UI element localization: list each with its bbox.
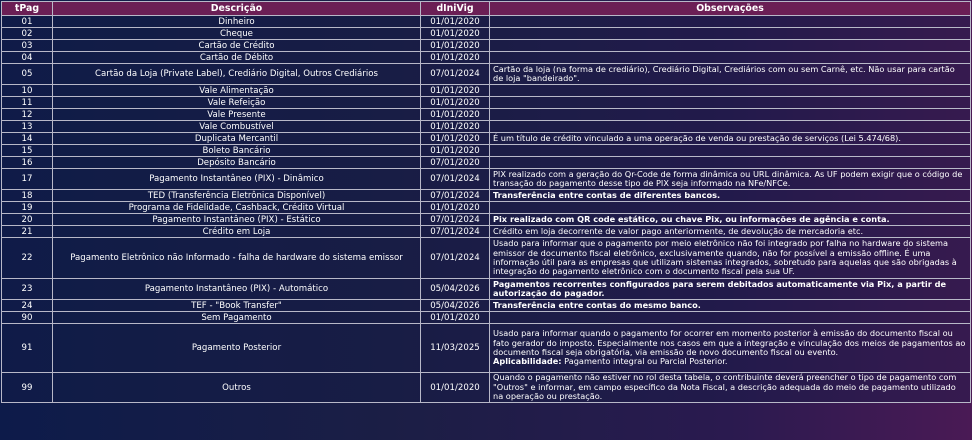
cell-observation [490, 324, 971, 373]
observation-text: Usado para informar quando o pagamento for ocorrer em momento posterior à emissão do documento fiscal ou fato gerador do imposto. Especialmente nos casos em que a integração e vinculação dos meios de pagamentos ao documento fiscal seja obrigatória, via emissão de novo documento fiscal ou evento. [493, 328, 966, 357]
cell-code: 23 [2, 279, 53, 300]
cell-date: 07/01/2024 [421, 214, 490, 226]
cell-date: 05/04/2026 [421, 300, 490, 312]
cell-code: 12 [2, 109, 53, 121]
cell-observation: Crédito em loja decorrente de valor pago anteriormente, de devolução de mercadoria etc. [490, 226, 971, 238]
applicability-text: Pagamento integral ou Parcial Posterior. [561, 356, 728, 367]
cell-code: 24 [2, 300, 53, 312]
table-row [2, 16, 971, 28]
cell-code: 02 [2, 28, 53, 40]
cell-observation [490, 52, 971, 64]
cell-description: Boleto Bancário [53, 145, 421, 157]
cell-description: Duplicata Mercantil [53, 133, 421, 145]
cell-description: Pagamento Posterior [53, 324, 421, 373]
cell-code: 13 [2, 121, 53, 133]
cell-code: 16 [2, 157, 53, 169]
cell-observation: Pagamentos recorrentes configurados para serem debitados automaticamente via Pix, a partir de autorização do pagador. [490, 279, 971, 300]
cell-description: Pagamento Instantâneo (PIX) - Estático [53, 214, 421, 226]
cell-date: 07/01/2024 [421, 226, 490, 238]
cell-observation: É um título de crédito vinculado a uma operação de venda ou prestação de serviços (Lei 5.474/68). [490, 133, 971, 145]
cell-observation: PIX realizado com a geração do Qr-Code de forma dinâmica ou URL dinâmica. As UF podem exigir que o código de transação do pagamento desse tipo de PIX seja informado na NFe/NFCe. [490, 169, 971, 190]
cell-date: 07/01/2020 [421, 157, 490, 169]
cell-observation [490, 121, 971, 133]
cell-date: 01/01/2020 [421, 16, 490, 28]
cell-date: 01/01/2020 [421, 109, 490, 121]
cell-observation [490, 145, 971, 157]
cell-code: 20 [2, 214, 53, 226]
table-row [2, 157, 971, 169]
cell-date: 01/01/2020 [421, 145, 490, 157]
table-row [2, 312, 971, 324]
table-row [2, 324, 971, 373]
cell-description: Vale Presente [53, 109, 421, 121]
table-row [2, 145, 971, 157]
cell-date: 01/01/2020 [421, 121, 490, 133]
cell-observation [490, 85, 971, 97]
payment-types-table [1, 1, 971, 403]
cell-date: 01/01/2020 [421, 28, 490, 40]
cell-observation: Transferência entre contas de diferentes bancos. [490, 190, 971, 202]
cell-code: 04 [2, 52, 53, 64]
table-row [2, 109, 971, 121]
cell-date: 01/01/2020 [421, 97, 490, 109]
cell-date: 07/01/2024 [421, 169, 490, 190]
table-row [2, 64, 971, 85]
cell-description: Depósito Bancário [53, 157, 421, 169]
cell-date: 11/03/2025 [421, 324, 490, 373]
table-row [2, 121, 971, 133]
header-dinivig: dIniVig [421, 2, 490, 16]
cell-date: 07/01/2024 [421, 64, 490, 85]
cell-description: Cartão de Débito [53, 52, 421, 64]
table-row [2, 300, 971, 312]
cell-description: Pagamento Instantâneo (PIX) - Automático [53, 279, 421, 300]
cell-observation [490, 97, 971, 109]
cell-observation [490, 28, 971, 40]
cell-description: Pagamento Eletrônico não Informado - falha de hardware do sistema emissor [53, 238, 421, 279]
cell-observation: Pix realizado com QR code estático, ou chave Pix, ou informações de agência e conta. [490, 214, 971, 226]
cell-description: Cheque [53, 28, 421, 40]
cell-code: 17 [2, 169, 53, 190]
cell-description: Cartão de Crédito [53, 40, 421, 52]
table-row [2, 85, 971, 97]
cell-code: 22 [2, 238, 53, 279]
table-row [2, 28, 971, 40]
table-row [2, 97, 971, 109]
cell-code: 03 [2, 40, 53, 52]
cell-date: 07/01/2024 [421, 238, 490, 279]
header-descricao: Descrição [53, 2, 421, 16]
header-observacoes: Observações [490, 2, 971, 16]
cell-code: 99 [2, 373, 53, 403]
table-row [2, 202, 971, 214]
cell-description: Sem Pagamento [53, 312, 421, 324]
cell-description: Vale Refeição [53, 97, 421, 109]
cell-description: TEF - "Book Transfer" [53, 300, 421, 312]
cell-description: Programa de Fidelidade, Cashback, Crédito Virtual [53, 202, 421, 214]
cell-observation [490, 109, 971, 121]
cell-observation [490, 202, 971, 214]
table-row [2, 226, 971, 238]
table-row [2, 279, 971, 300]
cell-observation [490, 312, 971, 324]
cell-observation [490, 157, 971, 169]
cell-code: 21 [2, 226, 53, 238]
cell-observation: Quando o pagamento não estiver no rol desta tabela, o contribuinte deverá preencher o tipo de pagamento com "Outros" e informar, em campo específico da Nota Fiscal, a descrição adequada do meio de pagamento utilizado na operação ou prestação. [490, 373, 971, 403]
cell-description: Dinheiro [53, 16, 421, 28]
table-row [2, 190, 971, 202]
cell-date: 01/01/2020 [421, 133, 490, 145]
cell-date: 01/01/2020 [421, 202, 490, 214]
cell-date: 01/01/2020 [421, 312, 490, 324]
cell-code: 15 [2, 145, 53, 157]
table-row [2, 169, 971, 190]
table-row [2, 373, 971, 403]
table-row [2, 52, 971, 64]
header-tpag: tPag [2, 2, 53, 16]
table-row [2, 214, 971, 226]
table-row [2, 133, 971, 145]
cell-observation: Usado para informar que o pagamento por meio eletrônico não foi integrado por falha no hardware do sistema emissor de documento fiscal eletrônico, exclusivamente quando, não for possível a emissão offline. É uma informação útil para as empresas que utilizam sistemas integrados, sobretudo para aquelas que são obrigadas à integração do pagamento eletrônico com o documento fiscal pela sua UF. [490, 238, 971, 279]
cell-code: 11 [2, 97, 53, 109]
cell-code: 18 [2, 190, 53, 202]
cell-date: 07/01/2024 [421, 190, 490, 202]
cell-code: 10 [2, 85, 53, 97]
cell-description: Outros [53, 373, 421, 403]
cell-date: 01/01/2020 [421, 52, 490, 64]
cell-code: 19 [2, 202, 53, 214]
table-row [2, 40, 971, 52]
cell-code: 14 [2, 133, 53, 145]
cell-observation: Cartão da loja (na forma de crediário), Crediário Digital, Crediários com ou sem Carnê, etc. Não usar para cartão de loja "bandeirado". [490, 64, 971, 85]
cell-description: Crédito em Loja [53, 226, 421, 238]
cell-date: 01/01/2020 [421, 40, 490, 52]
cell-code: 01 [2, 16, 53, 28]
cell-code: 91 [2, 324, 53, 373]
cell-code: 90 [2, 312, 53, 324]
cell-code: 05 [2, 64, 53, 85]
cell-date: 01/01/2020 [421, 85, 490, 97]
cell-description: Vale Combustível [53, 121, 421, 133]
applicability-label: Aplicabilidade: [493, 356, 562, 367]
cell-observation: Transferência entre contas do mesmo banco. [490, 300, 971, 312]
cell-description: Vale Alimentação [53, 85, 421, 97]
cell-observation [490, 40, 971, 52]
table-header-row [2, 2, 971, 16]
cell-date: 05/04/2026 [421, 279, 490, 300]
cell-description: TED (Transferência Eletrônica Disponível) [53, 190, 421, 202]
cell-date: 01/01/2020 [421, 373, 490, 403]
cell-description: Cartão da Loja (Private Label), Crediário Digital, Outros Crediários [53, 64, 421, 85]
cell-description: Pagamento Instantâneo (PIX) - Dinâmico [53, 169, 421, 190]
table-row [2, 238, 971, 279]
cell-observation [490, 16, 971, 28]
